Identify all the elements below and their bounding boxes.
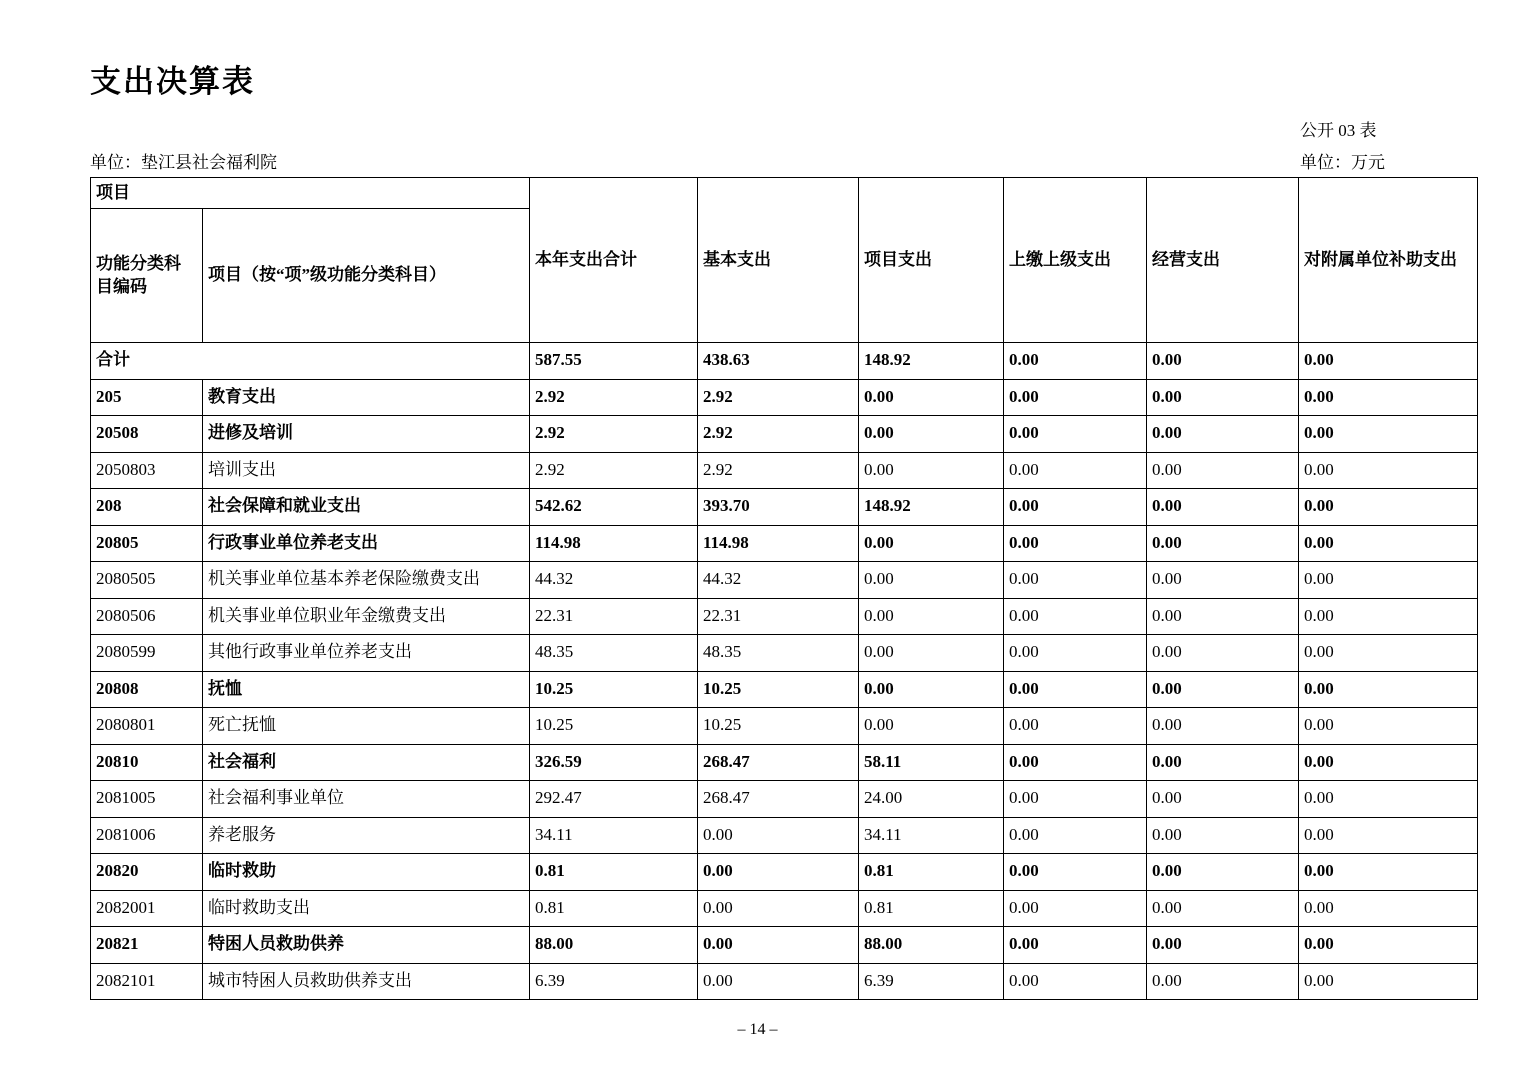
row-value: 34.11 (859, 817, 1004, 854)
row-code: 2080505 (91, 562, 203, 599)
header-col-operating: 经营支出 (1147, 178, 1299, 343)
row-item: 社会福利 (203, 744, 530, 781)
row-value: 0.81 (530, 854, 698, 891)
row-item: 死亡抚恤 (203, 708, 530, 745)
table-row (91, 489, 1478, 526)
row-value: 2.92 (530, 452, 698, 489)
row-item: 机关事业单位基本养老保险缴费支出 (203, 562, 530, 599)
row-code: 2081006 (91, 817, 203, 854)
row-item: 临时救助支出 (203, 890, 530, 927)
row-value: 114.98 (698, 525, 859, 562)
row-value: 0.00 (1147, 708, 1299, 745)
row-value: 44.32 (698, 562, 859, 599)
total-value: 0.00 (1147, 343, 1299, 380)
row-item: 进修及培训 (203, 416, 530, 453)
row-item: 行政事业单位养老支出 (203, 525, 530, 562)
row-value: 292.47 (530, 781, 698, 818)
row-value: 0.00 (859, 671, 1004, 708)
form-number-label: 公开 03 表 (1300, 121, 1377, 140)
row-value: 0.00 (859, 379, 1004, 416)
row-value: 0.00 (1299, 671, 1478, 708)
row-value: 0.00 (698, 817, 859, 854)
row-value: 0.81 (859, 890, 1004, 927)
header-col-basic: 基本支出 (698, 178, 859, 343)
row-code: 20821 (91, 927, 203, 964)
row-value: 0.00 (859, 598, 1004, 635)
row-value: 0.00 (1299, 854, 1478, 891)
table-row (91, 890, 1478, 927)
table-row (91, 781, 1478, 818)
row-value: 0.00 (1299, 489, 1478, 526)
row-code: 2081005 (91, 781, 203, 818)
row-item: 特困人员救助供养 (203, 927, 530, 964)
table-row (91, 525, 1478, 562)
row-item: 其他行政事业单位养老支出 (203, 635, 530, 672)
table-row (91, 817, 1478, 854)
row-value: 0.00 (1299, 562, 1478, 599)
row-value: 0.00 (1004, 489, 1147, 526)
header-col-project: 项目支出 (859, 178, 1004, 343)
row-value: 0.00 (1147, 890, 1299, 927)
row-value: 0.00 (1004, 525, 1147, 562)
row-value: 0.00 (698, 963, 859, 1000)
row-value: 0.00 (1004, 598, 1147, 635)
table-row (91, 708, 1478, 745)
row-value: 0.00 (1147, 562, 1299, 599)
table-row (91, 671, 1478, 708)
table-header (91, 178, 1478, 343)
row-value: 0.00 (1147, 963, 1299, 1000)
row-item: 教育支出 (203, 379, 530, 416)
row-value: 10.25 (530, 708, 698, 745)
row-item: 机关事业单位职业年金缴费支出 (203, 598, 530, 635)
row-code: 2080801 (91, 708, 203, 745)
header-col-item: 项目（按“项”级功能分类科目） (203, 209, 530, 343)
row-value: 2.92 (698, 416, 859, 453)
row-value: 0.00 (1299, 817, 1478, 854)
row-value: 0.00 (859, 416, 1004, 453)
row-value: 0.00 (1299, 963, 1478, 1000)
row-value: 0.00 (859, 452, 1004, 489)
row-value: 2.92 (698, 452, 859, 489)
row-code: 208 (91, 489, 203, 526)
table-row (91, 854, 1478, 891)
row-value: 0.00 (1299, 452, 1478, 489)
row-value: 114.98 (530, 525, 698, 562)
row-value: 34.11 (530, 817, 698, 854)
row-value: 2.92 (530, 416, 698, 453)
row-value: 326.59 (530, 744, 698, 781)
row-item: 城市特困人员救助供养支出 (203, 963, 530, 1000)
row-code: 2082101 (91, 963, 203, 1000)
row-value: 0.00 (1147, 854, 1299, 891)
row-value: 0.00 (1004, 781, 1147, 818)
row-item: 抚恤 (203, 671, 530, 708)
total-value: 148.92 (859, 343, 1004, 380)
row-value: 0.00 (1147, 817, 1299, 854)
row-value: 0.00 (1299, 598, 1478, 635)
header-col-code: 功能分类科目编码 (91, 209, 203, 343)
row-value: 0.00 (1299, 379, 1478, 416)
row-code: 2080599 (91, 635, 203, 672)
row-code: 20820 (91, 854, 203, 891)
row-code: 20810 (91, 744, 203, 781)
row-code: 205 (91, 379, 203, 416)
table-row (91, 963, 1478, 1000)
row-item: 社会福利事业单位 (203, 781, 530, 818)
header-row-group (91, 178, 1478, 209)
row-value: 0.00 (1299, 744, 1478, 781)
row-code: 2050803 (91, 452, 203, 489)
row-value: 393.70 (698, 489, 859, 526)
page-title: 支出决算表 (90, 64, 255, 99)
row-value: 0.00 (1147, 927, 1299, 964)
row-value: 0.00 (1147, 525, 1299, 562)
row-value: 0.00 (1299, 708, 1478, 745)
row-value: 0.00 (859, 525, 1004, 562)
row-value: 0.00 (1147, 379, 1299, 416)
unit-name-label: 单位：垫江县社会福利院 (90, 153, 277, 172)
row-value: 0.00 (1004, 452, 1147, 489)
row-value: 0.00 (698, 854, 859, 891)
row-value: 2.92 (698, 379, 859, 416)
row-value: 0.00 (1004, 416, 1147, 453)
header-col-total: 本年支出合计 (530, 178, 698, 343)
table-row (91, 416, 1478, 453)
row-item: 培训支出 (203, 452, 530, 489)
row-value: 0.00 (1004, 671, 1147, 708)
row-value: 0.00 (1004, 744, 1147, 781)
row-value: 0.00 (859, 635, 1004, 672)
header-col-subsidy: 对附属单位补助支出 (1299, 178, 1478, 343)
row-value: 0.00 (1004, 562, 1147, 599)
table-row (91, 744, 1478, 781)
row-value: 0.00 (1299, 525, 1478, 562)
row-value: 10.25 (698, 708, 859, 745)
row-value: 48.35 (530, 635, 698, 672)
row-value: 0.00 (1147, 744, 1299, 781)
total-label: 合计 (91, 343, 530, 380)
row-value: 0.00 (1004, 635, 1147, 672)
row-item: 社会保障和就业支出 (203, 489, 530, 526)
row-code: 2082001 (91, 890, 203, 927)
row-value: 0.00 (1004, 817, 1147, 854)
row-value: 0.00 (1004, 927, 1147, 964)
page-number: – 14 – (737, 1021, 778, 1038)
row-value: 0.00 (1004, 963, 1147, 1000)
row-value: 0.00 (1299, 781, 1478, 818)
row-value: 10.25 (698, 671, 859, 708)
total-row (91, 343, 1478, 380)
row-value: 22.31 (530, 598, 698, 635)
table-row (91, 635, 1478, 672)
row-value: 0.00 (698, 890, 859, 927)
row-value: 0.00 (1147, 416, 1299, 453)
row-value: 268.47 (698, 781, 859, 818)
row-value: 88.00 (530, 927, 698, 964)
row-value: 0.00 (1147, 635, 1299, 672)
row-value: 0.00 (1147, 598, 1299, 635)
row-code: 20805 (91, 525, 203, 562)
row-value: 148.92 (859, 489, 1004, 526)
header-group-item: 项目 (91, 178, 530, 209)
row-value: 58.11 (859, 744, 1004, 781)
row-value: 0.00 (1004, 379, 1147, 416)
row-item: 临时救助 (203, 854, 530, 891)
total-value: 0.00 (1004, 343, 1147, 380)
table-row (91, 598, 1478, 635)
table-row (91, 452, 1478, 489)
row-value: 0.00 (1299, 416, 1478, 453)
row-value: 0.00 (1147, 489, 1299, 526)
row-value: 6.39 (859, 963, 1004, 1000)
row-value: 22.31 (698, 598, 859, 635)
row-value: 542.62 (530, 489, 698, 526)
row-value: 24.00 (859, 781, 1004, 818)
row-value: 6.39 (530, 963, 698, 1000)
row-value: 0.00 (859, 708, 1004, 745)
row-value: 0.00 (1004, 890, 1147, 927)
row-value: 44.32 (530, 562, 698, 599)
row-value: 0.00 (1299, 927, 1478, 964)
row-value: 0.00 (698, 927, 859, 964)
table-row (91, 562, 1478, 599)
row-value: 0.00 (1004, 854, 1147, 891)
row-value: 0.00 (1299, 635, 1478, 672)
total-value: 0.00 (1299, 343, 1478, 380)
total-value: 438.63 (698, 343, 859, 380)
row-code: 20808 (91, 671, 203, 708)
row-item: 养老服务 (203, 817, 530, 854)
row-value: 0.00 (1299, 890, 1478, 927)
header-col-upper: 上缴上级支出 (1004, 178, 1147, 343)
expenditure-table (90, 177, 1478, 1000)
total-value: 587.55 (530, 343, 698, 380)
row-value: 0.00 (1004, 708, 1147, 745)
row-value: 0.81 (859, 854, 1004, 891)
row-value: 0.00 (859, 562, 1004, 599)
row-value: 268.47 (698, 744, 859, 781)
row-value: 0.00 (1147, 781, 1299, 818)
row-value: 10.25 (530, 671, 698, 708)
row-code: 20508 (91, 416, 203, 453)
unit-currency-label: 单位：万元 (1300, 153, 1385, 172)
row-value: 0.81 (530, 890, 698, 927)
table-row (91, 379, 1478, 416)
row-code: 2080506 (91, 598, 203, 635)
table-body (91, 343, 1478, 1000)
row-value: 48.35 (698, 635, 859, 672)
row-value: 0.00 (1147, 671, 1299, 708)
table-row (91, 927, 1478, 964)
row-value: 0.00 (1147, 452, 1299, 489)
row-value: 2.92 (530, 379, 698, 416)
row-value: 88.00 (859, 927, 1004, 964)
